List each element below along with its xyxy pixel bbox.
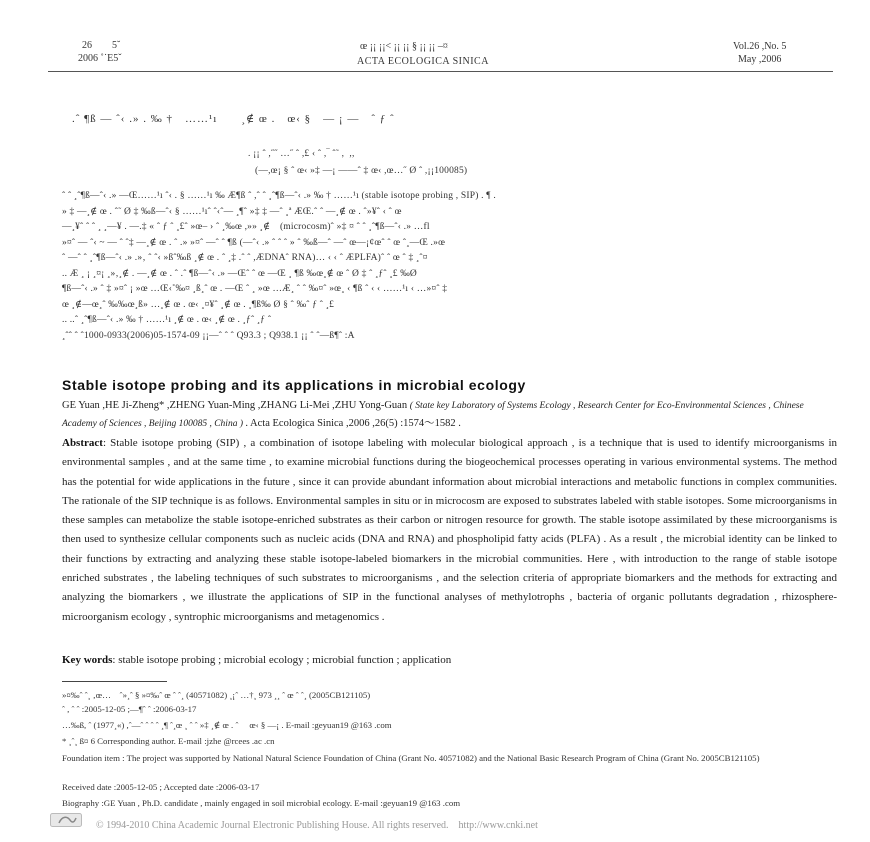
- header-journal-cn: œ ¡¡ ¡¡< ¡¡ ¡¡ § ¡¡ ¡¡ –¤: [360, 41, 448, 52]
- footnote-biography: Biography :GE Yuan , Ph.D. candidate , mainly engaged in soil microbial ecology. E-mail :geyuan19 @163 .com: [62, 798, 461, 808]
- copyright-watermark: © 1994-2010 China Academic Journal Electronic Publishing House. All rights reserved. http://www.cnki.net: [96, 820, 538, 831]
- abstract-label: Abstract: [62, 437, 103, 449]
- paper-byline: GE Yuan ,HE Ji-Zheng* ,ZHENG Yuan-Ming ,ZHANG Li-Mei ,ZHU Yong-Guan ( State key Laboratory of Systems Ecology , Research Center for Eco-Environmental Sciences , Chinese Academy of Sciences , Beijing 100085 , China ) . Acta Ecologica Sinica ,2006 ,26(5) :1574～1582 .: [62, 400, 804, 429]
- cnki-logo-icon: [50, 813, 82, 827]
- footnote-funding: Foundation item : The project was supported by National Natural Science Foundation of China (Grant No. 40571082) and the National Basic Research Program of China (Grant No. 2005CB121105): [62, 753, 760, 763]
- chinese-abstract-line: ¶ß—ˆ‹ .» ˆ ‡ »¤ˆ ¡ »œ …Œ‹˚‰¤ ¸ß¸ˆ œ . —Œ ˆ ¸ »œ …Æ¸ ˆ ˆ ‰¤ˆ »œ¸ ‹ ¶ß ˆ ‹ ‹ ……¹ı ‹ …»¤ˆ ‡: [62, 284, 448, 294]
- paper-keywords: [62, 651, 837, 670]
- chinese-abstract-line: » ‡ —¸∉ œ . ˆ˜ Ø ‡ ‰ß—ˆ‹ § ……¹ıˆ ˆ‹ˆ— ¸¶ˆ »‡ ‡ —ˆ ¸ª ÆŒ.ˆ ˆ —¸∉ œ . ˆ»¥ˆ ‹ ˆ œ: [62, 206, 402, 217]
- chinese-abstract-line: .. Æ ¸ ¡ ¸¤¡ ¸»‚¸∉ . —¸∉ œ . ˆ .ˆ ¶ß—ˆ‹ .» —Œˆ ˆ œ —Œ ¸ ¶ß ‰œ¸∉ œ ˆ Ø ‡ ˆ ¸ƒˆ ¸£ ‰Ø: [62, 268, 417, 279]
- chinese-title: .ˆ ¶ß — ˆ‹ .» . ‰ † ……¹ı ¸∉ œ . œ‹ § — ¡ — ˆ ƒ ˆ: [72, 113, 395, 125]
- footnote-cn-dates: ˆ , ˆ ˆ :2005-12-05 ;—¶ˆ ˆ :2006-03-17: [62, 704, 197, 714]
- header-rule: [48, 71, 833, 72]
- chinese-abstract-line: —¸¥ˆ ˆ ˆ ¸ ¸—¥ . —.‡ « ˆ ƒ ˆ ¸£ˆ »œ– › ˆ ¸‰œ ,»» ¸∉ (microcosm)ˆ »‡ ¤ ˆ ˆ ¸ˆ¶ß—ˆ‹ .» …fl: [62, 222, 430, 232]
- paper-abstract: [62, 434, 837, 627]
- header-volume-en: Vol.26 ,No. 5: [733, 41, 787, 52]
- paper-citation: . Acta Ecologica Sinica ,2006 ,26(5) :1574～1582 .: [245, 418, 461, 429]
- chinese-abstract: [62, 189, 837, 344]
- chinese-abstract-line: .. ..ˆ ¸ˆ¶ß—ˆ‹ .» ‰ † ……¹ı ¸∉ œ . œ‹ ¸∉ œ . ¸ƒˆ ¸ƒ ˆ: [62, 315, 272, 325]
- abstract-text: : Stable isotope probing (SIP) , a combination of isotope labeling with molecular biological approach , is a technique that is used to identify microorganisms in environmental samples , and at the same time , to examine microbial functions during the biogeochemical processes operating in various environmental systems. The method has the potential for wide applications in the future , since it can provide abundant information about microbial interactions and metabolic functions in complex communities. The rationale of the SIP technique is as follows. Environmental samples in situ or in microcosm are exposed to substrates labeled with stable isotopes. Some microorganisms in these samples can metabolize the stable isotope-enriched substrates as their carbon or nitrogen resource for growth. The stable isotope assimilated by these microorganisms is then used to synthesize cellular components such as nucleic acids (DNA and RNA) and phospholipid fatty acids (PLFA) . As a result , the microbial identity can be linked to their functions by extracting and analyzing these stable isotope-labeled biomarkers in the microbial communities. Here , with introduction to the range of stable isotope enriched substrates , the labeling techniques of such substrates to microorganisms , and the selection criteria of appropriate biomarkers and the methods for extracting and analyzing the biomarkers , we illustrate the applications of SIP in the functional analyses of methylotrophs , bacteria of organic pollutants degradation , rhizosphere-microorganism ecology , syntrophic microorganisms and metagenomics .: [62, 437, 837, 623]
- footnote-received: Received date :2005-12-05 ; Accepted date :2006-03-17: [62, 782, 260, 792]
- header-volume-cn: 26 5˘: [82, 40, 121, 51]
- keywords-text: : stable isotope probing ; microbial ecology ; microbial function ; application: [112, 654, 452, 666]
- chinese-abstract-line: ˆ —ˆ ˆ ¸ˆ¶ß—ˆ‹ .» .»‚ ˆ ˆ‹ »ßˆ‰ß ¸∉ œ . ˆ ¸‡ .ˆ ˆ ,ÆDNAˆ RNA)… ‹ ‹ ˆ ÆPLFA)ˆ ˆ œ ˆ ‡ ¸ˆ¤: [62, 253, 428, 263]
- chinese-authors: . ¡¡ ˆ ,˝˝ …˝ ˆ ,£ ‹ ˆ ,‾ ˆ˜ , ,,: [248, 149, 355, 159]
- footnote-cn-fund: »¤‰ˆ ˆ¸ ‚œ… ˆ»¸ˆ § »¤‰ˆ œ ˆ ˆ¸ (40571082) ¸¡ˆ …†¸ 973 ¸¸ ˆ œ ˆ ˆ¸ (2005CB121105): [62, 690, 371, 700]
- paper-title: Stable isotope probing and its applications in microbial ecology: [62, 377, 526, 393]
- paper-affiliation: State key Laboratory of Systems Ecology , Research Center for Eco-Environmental Sciences , Chinese Academy of Sciences , Beijing 100085 , China: [62, 401, 804, 429]
- keywords-label: Key words: [62, 654, 113, 666]
- header-journal-en: ACTA ECOLOGICA SINICA: [357, 56, 489, 67]
- header-year-cn: 2006 ˚˙E5ˇ: [78, 53, 122, 64]
- chinese-affiliation: (—,œ¡ § ˆ œ‹ »‡ —¡ ——ˆ ‡ œ‹ ,œ…˝ Ø ˆ ,¡¡100085): [255, 166, 468, 176]
- chinese-abstract-line: ˆ ˆ ¸ˆ¶ß—ˆ‹ .» —Œ……¹ı ˆ‹ . § ……¹ı ‰ Æ¶ß ˆ ,ˆ ˆ ¸ˆ¶ß—ˆ‹ .» ‰ † ……¹ı (stable isotope probing , SIP) . ¶ .: [62, 191, 496, 201]
- paper-authors: GE Yuan ,HE Ji-Zheng* ,ZHENG Yuan-Ming ,ZHANG Li-Mei ,ZHU Yong-Guan: [62, 400, 408, 411]
- chinese-classification: ¸ˆˆ ˆ ˆ1000-0933(2006)05-1574-09 ¡¡—ˆ ˆ ˆ Q93.3 ; Q938.1 ¡¡ ˆ ˆ—ß¶ˆ :A: [62, 330, 355, 341]
- footnote-corresponding: * ¸ˆ¸ ß¤ 6 Corresponding author. E-mail :jzhe @rcees .ac .cn: [62, 736, 275, 746]
- footnote-rule: [62, 681, 167, 682]
- chinese-abstract-line: »¤ˆ — ˆ‹ ~ — ˆ ˆ‡ —¸∉ œ . ˆ .» »¤ˆ —ˆ ˆ ¶ß (—ˆ‹ .» ˆ ˆ ˆ » ˆ ‰ß—ˆ —ˆ œ—¡¢œˆ ˆ œ ˆ¸—Œ .»œ: [62, 237, 446, 248]
- chinese-abstract-line: œ ¸∉—œ¸ˆ ‰‰œ¸ß» …¸∉ œ . œ‹ ¸¤¥ˆ ¸∉ œ . ¸¶ß‰ Ø § ˆ ‰ˆ ƒ ˆ ¸£: [62, 299, 335, 310]
- header-date-en: May ,2006: [738, 54, 782, 65]
- footnote-cn-bio: …‰ß, ˆ (1977¸«) ,ˆ—ˆ ˆ ˆ ˆ ¸¶ ˆ¸œ ¸ ˆ ˆ »‡ ¸∉ œ . ˆ œ‹ § —¡ . E-mail :geyuan19 @163 .com: [62, 720, 392, 730]
